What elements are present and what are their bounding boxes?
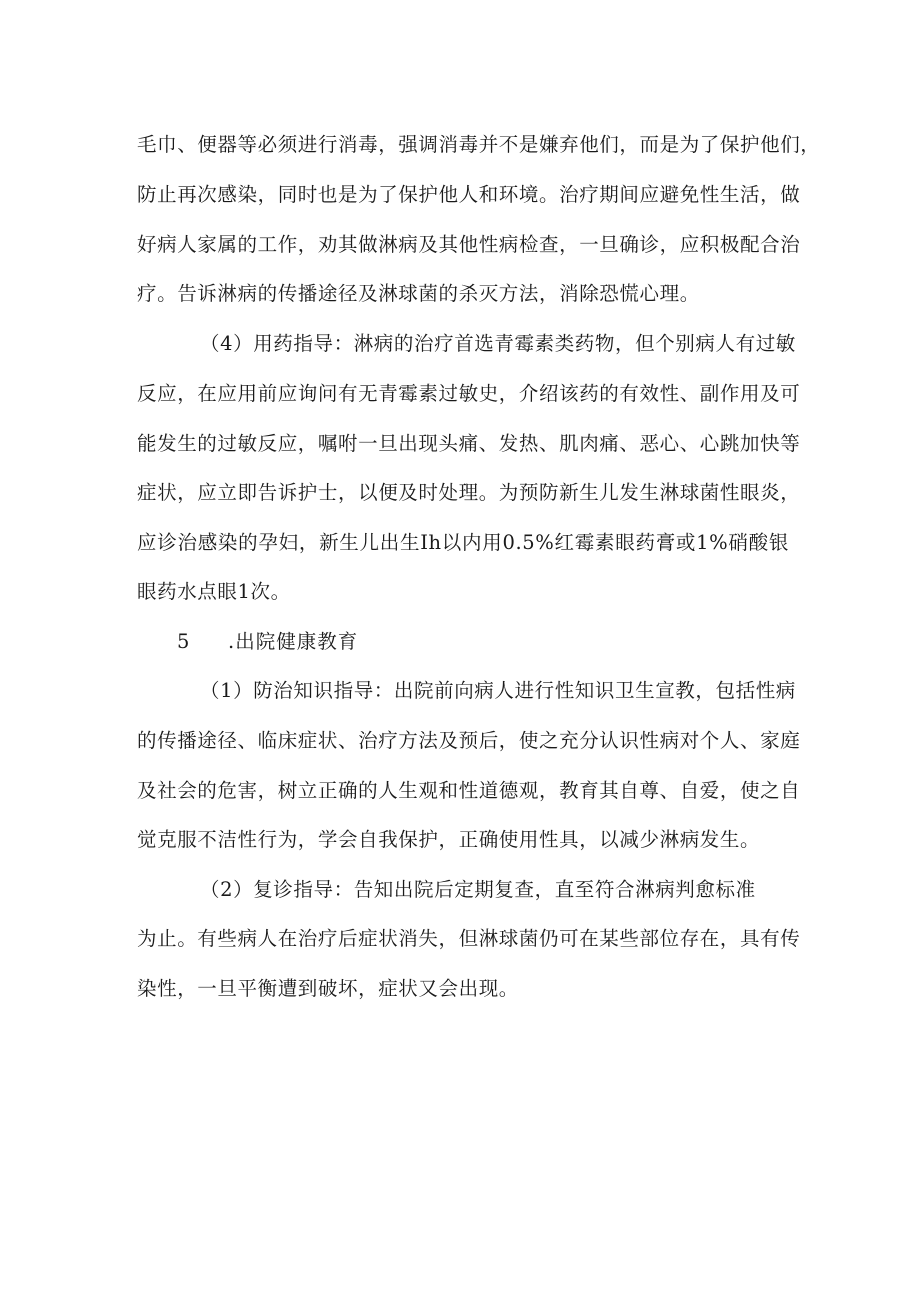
paragraph-line: 的传播途径、临床症状、治疗方法及预后，使之充分认识性病对个人、家庭 [137,729,801,752]
paragraph-line: 染性，一旦平衡遭到破坏，症状又会出现。 [137,977,519,1000]
paragraph-line: 疗。告诉淋病的传播途径及淋球菌的杀灭方法，消除恐慌心理。 [137,282,700,305]
section-title: .出院健康教育 [228,630,359,653]
paragraph-line: 防止再次感染，同时也是为了保护他人和环境。治疗期间应避免性生活，做 [137,183,801,206]
paragraph-line: （4）用药指导：淋病的治疗首选青霉素类药物，但个别病人有过敏 [200,332,796,355]
paragraph-line: （2）复诊指导：告知出院后定期复查，直至符合淋病判愈标准 [200,878,756,901]
paragraph-line: 为止。有些病人在治疗后症状消失，但淋球菌仍可在某些部位存在，具有传 [137,927,801,950]
paragraph-line: 好病人家属的工作，劝其做淋病及其他性病检查，一旦确诊，应积极配合治 [137,233,801,256]
paragraph-line: 应诊治感染的孕妇，新生儿出生Ih以内用0.5%红霉素眼药膏或1%硝酸银 [137,531,789,554]
paragraph-line: 症状，应立即告诉护士，以便及时处理。为预防新生儿发生淋球菌性眼炎， [137,481,801,504]
paragraph-line: 觉克服不洁性行为，学会自我保护，正确使用性具，以减少淋病发生。 [137,828,761,851]
paragraph-line: 眼药水点眼1次。 [137,580,291,603]
paragraph-line: 及社会的危害，树立正确的人生观和性道德观，教育其自尊、自爱，使之自 [137,779,801,802]
paragraph-line: 毛巾、便器等必须进行消毒，强调消毒并不是嫌弃他们，而是为了保护他们， [137,133,821,156]
paragraph-line: （1）防治知识指导：出院前向病人进行性知识卫生宣教，包括性病 [200,679,796,702]
section-number: 5 [177,630,190,653]
paragraph-line: 能发生的过敏反应，嘱咐一旦出现头痛、发热、肌肉痛、恶心、心跳加快等 [137,432,801,455]
paragraph-line: 反应，在应用前应询问有无青霉素过敏史，介绍该药的有效性、副作用及可 [137,382,801,405]
